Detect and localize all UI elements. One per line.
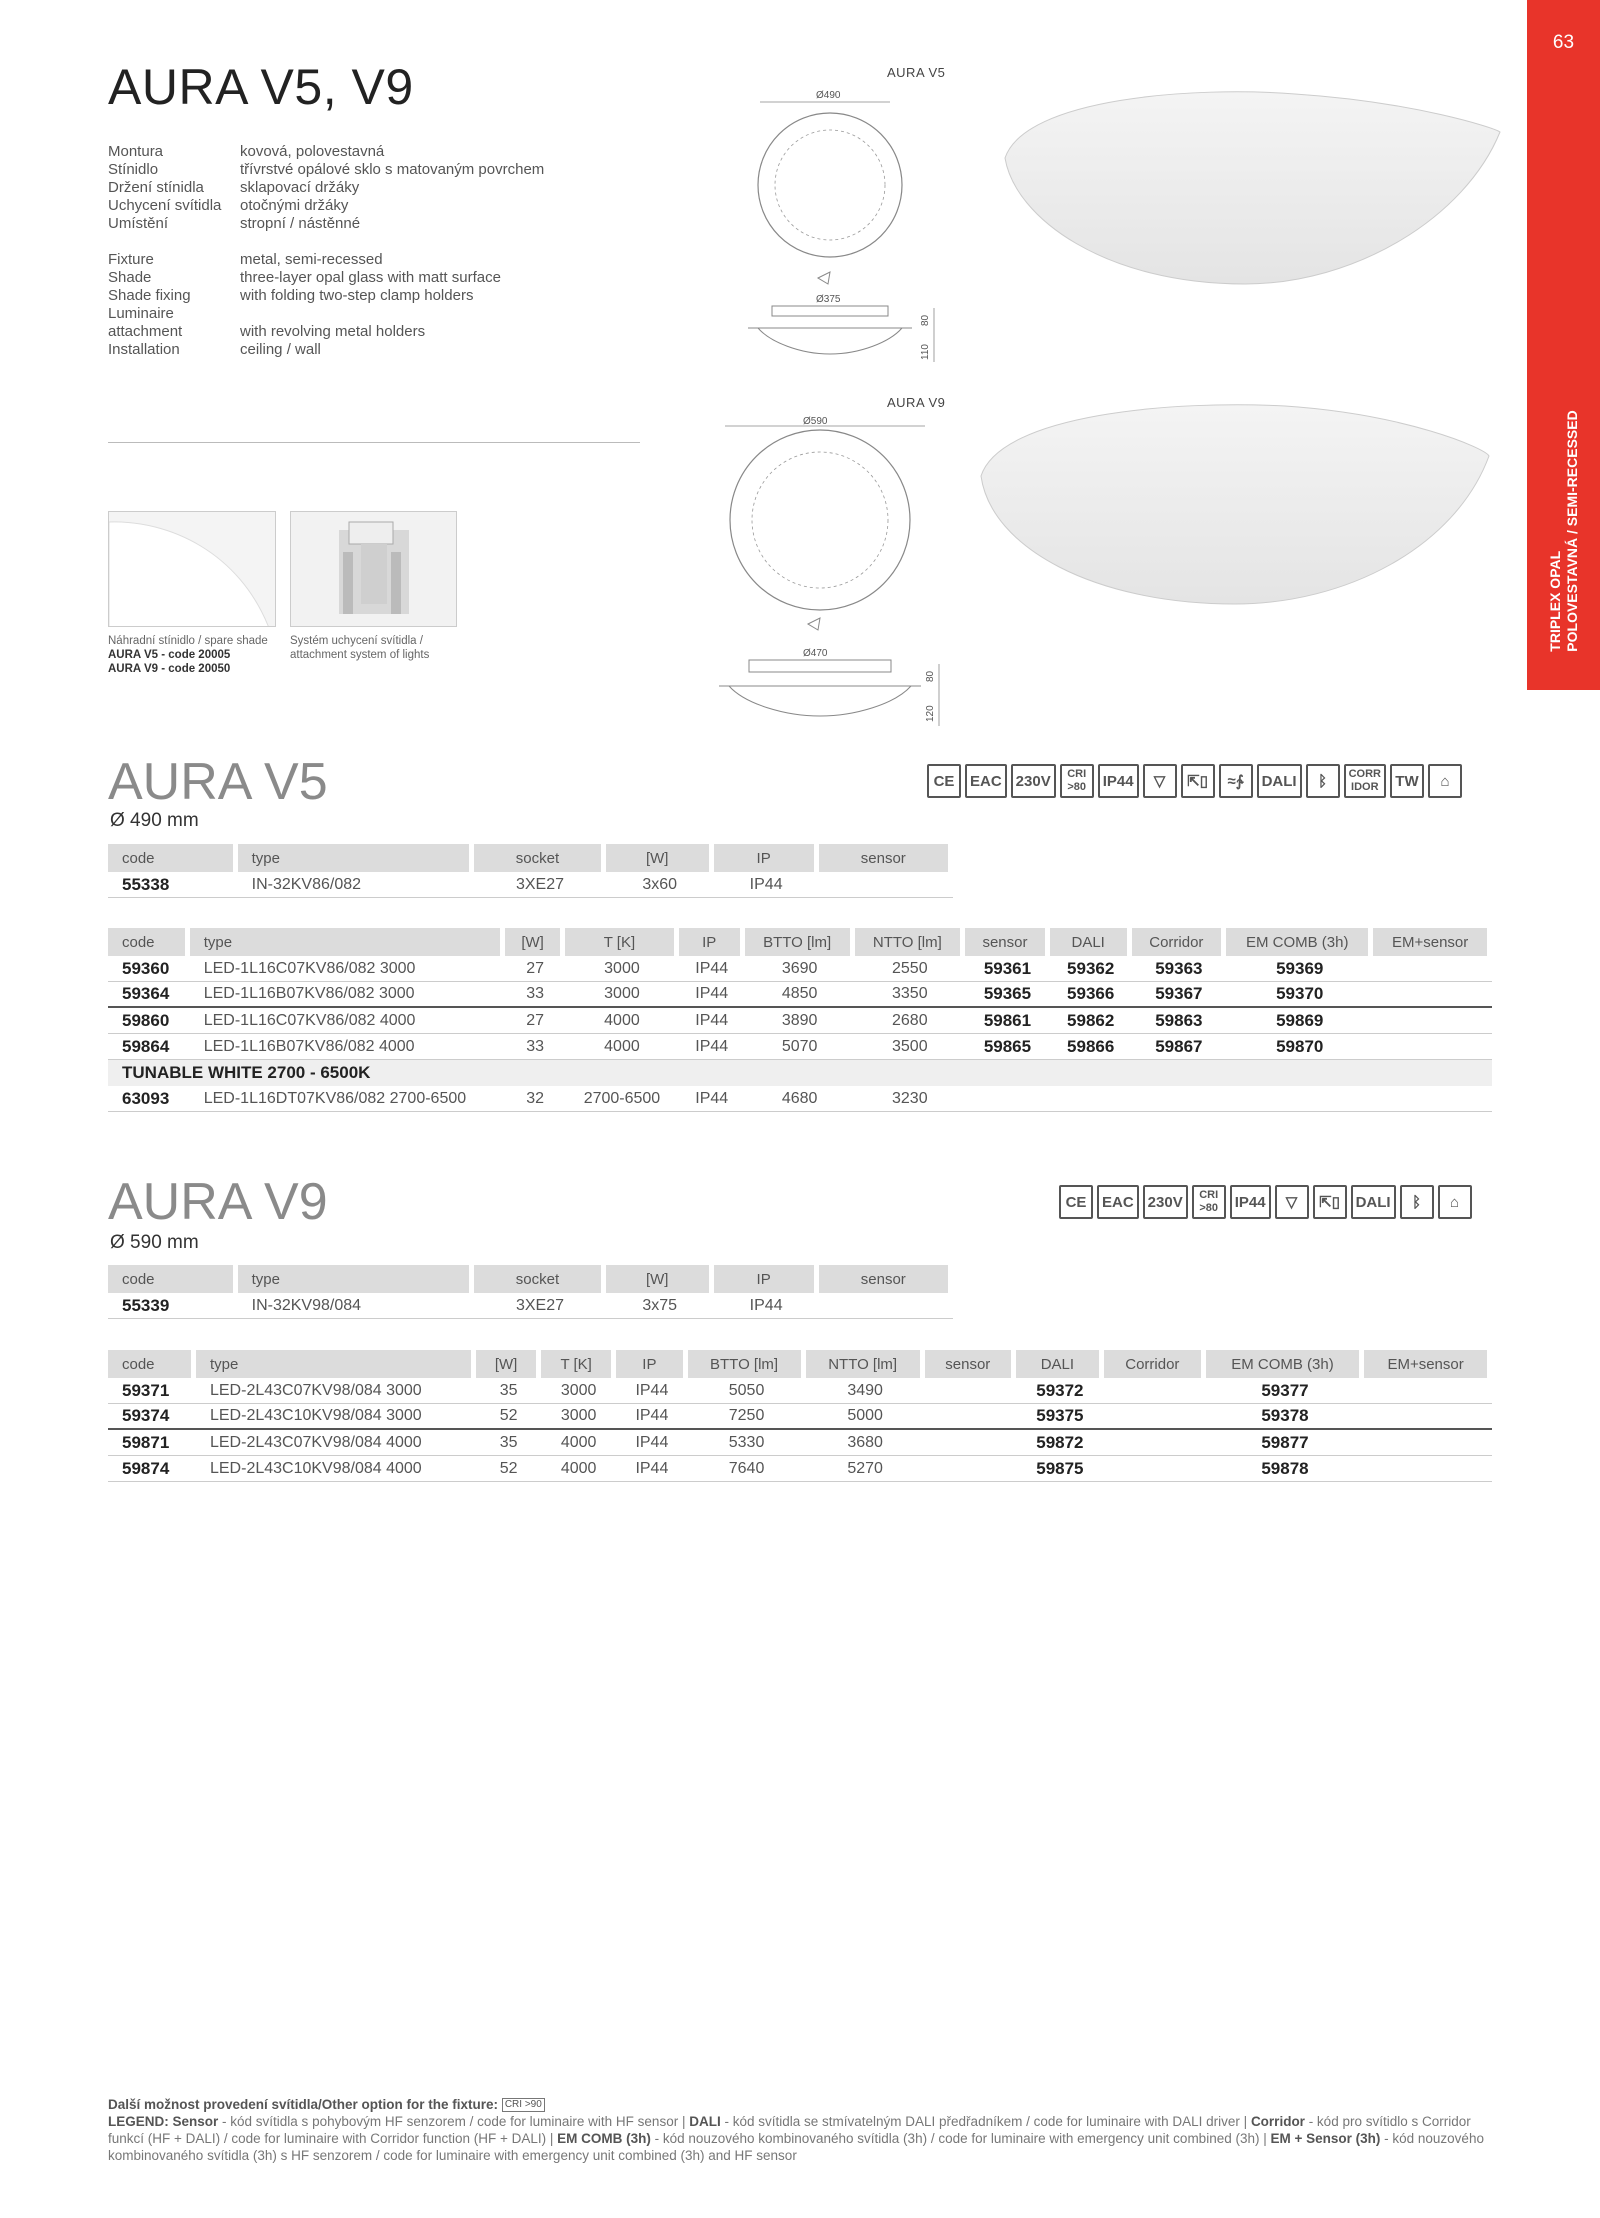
led-table-v5	[108, 928, 1492, 1112]
column-header: sensor	[925, 1350, 1016, 1378]
section-diameter-v5: Ø 490 mm	[110, 810, 199, 831]
column-header: type	[238, 844, 475, 872]
table-cell: 59872	[1016, 1430, 1104, 1456]
table-cell: 59364	[108, 982, 190, 1008]
attachment-caption-line-1: Systém uchycení svítidla /	[290, 635, 423, 647]
other-option-label: Další možnost provedení svítidla/Other option for the fixture:	[108, 2097, 499, 2112]
bt-icon: ᛒ	[1306, 764, 1340, 798]
column-header: DALI	[1050, 928, 1132, 956]
table-cell	[965, 1086, 1050, 1112]
spec-list-en	[108, 251, 501, 359]
table-cell	[1104, 1430, 1206, 1456]
ip44-icon: IP44	[1230, 1185, 1271, 1219]
drawing-label-v5: AURA V5	[887, 65, 946, 80]
table-row	[108, 1086, 1492, 1112]
cri-80-icon: CRI >80	[1060, 764, 1094, 798]
table-cell: 3XE27	[474, 1293, 605, 1319]
table-cell: 55338	[108, 872, 238, 898]
table-cell: 32	[505, 1086, 565, 1112]
table-cell: 3XE27	[474, 872, 605, 898]
ip44-icon: IP44	[1098, 764, 1139, 798]
column-header: BTTO [lm]	[745, 928, 855, 956]
table-cell: 3000	[565, 956, 678, 982]
table-cell: 3230	[855, 1086, 966, 1112]
table-cell: 3000	[565, 982, 678, 1008]
dim-height-v5: 110	[920, 344, 931, 360]
table-cell: 59863	[1132, 1008, 1227, 1034]
table-cell: 5070	[745, 1034, 855, 1060]
section-diameter-v9: Ø 590 mm	[110, 1232, 199, 1253]
dim-outer-v5: Ø490	[816, 90, 841, 101]
table-cell: 35	[476, 1378, 541, 1404]
dim-height2-v9: 80	[925, 670, 936, 682]
table-cell: 4000	[541, 1430, 616, 1456]
dali-icon: DALI	[1257, 764, 1302, 798]
table-cell: 3690	[745, 956, 855, 982]
table-row	[108, 1008, 1492, 1034]
table-cell: 4850	[745, 982, 855, 1008]
230v-icon: 230V	[1011, 764, 1056, 798]
dim-outer-v9: Ø590	[803, 416, 828, 427]
table-cell: 3x60	[606, 872, 714, 898]
spec-row	[108, 179, 544, 197]
column-header: sensor	[819, 844, 953, 872]
table-cell: 52	[476, 1404, 541, 1430]
dim-height-v9: 120	[925, 705, 936, 722]
table-cell: 59866	[1050, 1034, 1132, 1060]
table-cell	[925, 1378, 1016, 1404]
column-header: code	[108, 1265, 238, 1293]
table-cell: 3350	[855, 982, 966, 1008]
table-cell: 59367	[1132, 982, 1227, 1008]
table-cell: 59370	[1226, 982, 1373, 1008]
category-line-1: TRIPLEX OPAL	[1546, 550, 1563, 652]
table-cell: LED-1L16B07KV86/082 3000	[190, 982, 505, 1008]
category-tab	[1527, 372, 1600, 690]
spec-row	[108, 161, 544, 179]
table-cell: 59878	[1206, 1456, 1364, 1482]
column-header: [W]	[505, 928, 565, 956]
table-cell: 59378	[1206, 1404, 1364, 1430]
cri90-tag: CRI >90	[502, 2098, 545, 2112]
section-title-v5: AURA V5	[108, 753, 328, 811]
table-cell: LED-1L16DT07KV86/082 2700-6500	[190, 1086, 505, 1112]
table-cell: 59361	[965, 956, 1050, 982]
table-cell: 59369	[1226, 956, 1373, 982]
column-header: code	[108, 844, 238, 872]
spec-key: Shade fixing	[108, 287, 191, 304]
spec-row	[108, 197, 544, 215]
spare-shade-code-v5: AURA V5 - code 20005	[108, 649, 231, 661]
table-cell: 5270	[806, 1456, 925, 1482]
spare-shade-image	[108, 511, 276, 627]
column-header: IP	[616, 1350, 687, 1378]
socket-table-v9	[108, 1265, 953, 1319]
luminaire-photo-v9	[975, 398, 1495, 608]
table-cell: 5330	[688, 1430, 806, 1456]
table-cell: 59371	[108, 1378, 196, 1404]
column-header: [W]	[606, 844, 714, 872]
column-header: EM COMB (3h)	[1226, 928, 1373, 956]
table-cell: LED-2L43C07KV98/084 4000	[196, 1430, 476, 1456]
table-cell	[1373, 982, 1492, 1008]
table-cell: 59360	[108, 956, 190, 982]
dim-inner-v9: Ø470	[803, 648, 828, 659]
column-header: IP	[714, 844, 819, 872]
table-cell: 59377	[1206, 1378, 1364, 1404]
table-row	[108, 1034, 1492, 1060]
certification-icons-v5	[927, 764, 1462, 798]
spec-value: třívrstvé opálové sklo s matovaným povrchem	[240, 161, 545, 178]
table-cell: 27	[505, 1008, 565, 1034]
tunable-white-row	[108, 1060, 1492, 1086]
table-cell: LED-1L16C07KV86/082 4000	[190, 1008, 505, 1034]
table-cell: 3490	[806, 1378, 925, 1404]
socket-table-v5	[108, 844, 953, 898]
table-cell: 3000	[541, 1404, 616, 1430]
bt-icon: ᛒ	[1400, 1185, 1434, 1219]
table-cell: 33	[505, 1034, 565, 1060]
dali-icon: DALI	[1351, 1185, 1396, 1219]
table-cell: 59372	[1016, 1378, 1104, 1404]
attachment-system-image	[290, 511, 457, 627]
spec-value: sklapovací držáky	[240, 179, 360, 196]
table-cell: 59366	[1050, 982, 1132, 1008]
table-cell: 59864	[108, 1034, 190, 1060]
spec-key: attachment	[108, 323, 183, 340]
spec-row	[108, 251, 501, 269]
technical-drawing-v9	[715, 410, 965, 730]
table-row	[108, 956, 1492, 982]
table-cell: 59865	[965, 1034, 1050, 1060]
table-cell: 7250	[688, 1404, 806, 1430]
column-header: sensor	[965, 928, 1050, 956]
column-header: NTTO [lm]	[806, 1350, 925, 1378]
column-header: BTTO [lm]	[688, 1350, 806, 1378]
table-cell: 59375	[1016, 1404, 1104, 1430]
table-cell: 59363	[1132, 956, 1227, 982]
table-cell	[1364, 1378, 1492, 1404]
ce-icon: CE	[1059, 1185, 1093, 1219]
column-header: [W]	[476, 1350, 541, 1378]
table-cell: 4000	[565, 1034, 678, 1060]
spec-key: Umístění	[108, 215, 169, 232]
table-cell: 59860	[108, 1008, 190, 1034]
legend-dali: - kód svítidla se stmívatelným DALI předřadníkem / code for luminaire with DALI driver |	[720, 2114, 1251, 2129]
table-cell: 2550	[855, 956, 966, 982]
spec-value: otočnými držáky	[240, 197, 349, 214]
table-cell: 59867	[1132, 1034, 1227, 1060]
table-cell: 3000	[541, 1378, 616, 1404]
column-header: T [K]	[541, 1350, 616, 1378]
column-header: Corridor	[1132, 928, 1227, 956]
column-header: EM+sensor	[1364, 1350, 1492, 1378]
table-cell: 7640	[688, 1456, 806, 1482]
spec-row	[108, 215, 544, 233]
spec-value: metal, semi-recessed	[240, 251, 383, 268]
app-icon: ⌂	[1438, 1185, 1472, 1219]
table-cell: LED-2L43C10KV98/084 3000	[196, 1404, 476, 1430]
column-header: code	[108, 928, 190, 956]
spec-value: with revolving metal holders	[240, 323, 426, 340]
legend-text	[108, 2113, 1492, 2164]
spec-row	[108, 287, 501, 305]
cri-80-icon: CRI >80	[1192, 1185, 1226, 1219]
eac-icon: EAC	[965, 764, 1007, 798]
table-cell: IP44	[679, 1086, 745, 1112]
table-cell: 35	[476, 1430, 541, 1456]
column-header: EM COMB (3h)	[1206, 1350, 1364, 1378]
page-title: AURA V5, V9	[108, 59, 414, 115]
spec-key: Montura	[108, 143, 164, 160]
column-header: EM+sensor	[1373, 928, 1492, 956]
spec-row	[108, 305, 501, 323]
table-cell: 3500	[855, 1034, 966, 1060]
table-row	[108, 1293, 953, 1319]
spec-key: Shade	[108, 269, 152, 286]
table-cell: 59871	[108, 1430, 196, 1456]
spec-key: Luminaire	[108, 305, 174, 322]
eac-icon: EAC	[1097, 1185, 1139, 1219]
table-cell: 63093	[108, 1086, 190, 1112]
column-header: sensor	[819, 1265, 953, 1293]
table-cell: IN-32KV86/082	[238, 872, 475, 898]
table-cell: IN-32KV98/084	[238, 1293, 475, 1319]
dim-height2-v5: 80	[920, 314, 931, 326]
table-cell: 5050	[688, 1378, 806, 1404]
column-header: socket	[474, 1265, 605, 1293]
spec-key: Stínidlo	[108, 161, 159, 178]
legend-emcomb: - kód nouzového kombinovaného svítidla (3h) / code for luminaire with emergency unit combined (3h) |	[650, 2131, 1271, 2146]
spec-value: with folding two-step clamp holders	[240, 287, 474, 304]
table-cell: IP44	[616, 1430, 687, 1456]
table-cell: 4680	[745, 1086, 855, 1112]
spec-row	[108, 323, 501, 341]
table-cell	[1373, 1008, 1492, 1034]
spec-key: Držení stínidla	[108, 179, 204, 196]
table-cell: IP44	[714, 1293, 819, 1319]
exit-icon: ⇱▯	[1181, 764, 1215, 798]
page-number: 63	[1552, 32, 1575, 53]
spec-key: Uchycení svítidla	[108, 197, 222, 214]
app-icon: ⌂	[1428, 764, 1462, 798]
table-cell	[1373, 1034, 1492, 1060]
column-header: code	[108, 1350, 196, 1378]
column-header: [W]	[606, 1265, 714, 1293]
tunable-white-label: TUNABLE WHITE 2700 - 6500K	[108, 1060, 1492, 1086]
table-cell: 33	[505, 982, 565, 1008]
spare-shade-caption-line: Náhradní stínidlo / spare shade	[108, 635, 268, 647]
table-cell: 3x75	[606, 1293, 714, 1319]
table-cell: IP44	[616, 1456, 687, 1482]
table-cell: 59861	[965, 1008, 1050, 1034]
table-cell: 59870	[1226, 1034, 1373, 1060]
spec-value: ceiling / wall	[240, 341, 321, 358]
spare-shade-code-v9: AURA V9 - code 20050	[108, 663, 231, 675]
spec-key: Fixture	[108, 251, 154, 268]
attachment-caption	[290, 634, 429, 662]
table-cell	[925, 1404, 1016, 1430]
table-cell: 3680	[806, 1430, 925, 1456]
spec-value: three-layer opal glass with matt surface	[240, 269, 501, 286]
table-cell: IP44	[679, 982, 745, 1008]
table-cell	[1364, 1404, 1492, 1430]
table-cell: IP44	[679, 1008, 745, 1034]
table-cell: IP44	[616, 1404, 687, 1430]
table-row	[108, 1430, 1492, 1456]
spec-row	[108, 341, 501, 359]
column-header: DALI	[1016, 1350, 1104, 1378]
legend-footer	[108, 2096, 1492, 2164]
table-cell	[1364, 1430, 1492, 1456]
legend-emcomb-label: EM COMB (3h)	[557, 2131, 651, 2146]
table-cell	[925, 1456, 1016, 1482]
certification-icons-v9	[1059, 1185, 1472, 1219]
f-icon: ▽	[1275, 1185, 1309, 1219]
table-cell: LED-1L16B07KV86/082 4000	[190, 1034, 505, 1060]
column-header: type	[238, 1265, 475, 1293]
column-header: socket	[474, 844, 605, 872]
table-cell	[1050, 1086, 1132, 1112]
table-cell: 59365	[965, 982, 1050, 1008]
table-row	[108, 1378, 1492, 1404]
table-cell: IP44	[616, 1378, 687, 1404]
table-cell	[1373, 1086, 1492, 1112]
table-cell: 4000	[541, 1456, 616, 1482]
table-cell	[1373, 956, 1492, 982]
legend-corridor: - kód pro svítidlo s Corridor funkcí (HF + DALI) / code for luminaire with Corridor function (HF + DALI) |	[108, 2114, 1471, 2146]
table-cell: 59862	[1050, 1008, 1132, 1034]
column-header: Corridor	[1104, 1350, 1206, 1378]
legend-label: LEGEND: Sensor	[108, 2114, 219, 2129]
table-row	[108, 872, 953, 898]
table-cell: 59374	[108, 1404, 196, 1430]
led-table-v9	[108, 1350, 1492, 1482]
table-cell: 27	[505, 956, 565, 982]
table-cell	[1226, 1086, 1373, 1112]
table-cell: IP44	[679, 1034, 745, 1060]
table-cell: 52	[476, 1456, 541, 1482]
column-header: T [K]	[565, 928, 678, 956]
table-cell: 4000	[565, 1008, 678, 1034]
drawing-label-v9: AURA V9	[887, 395, 946, 410]
column-header: IP	[679, 928, 745, 956]
table-cell: LED-2L43C10KV98/084 4000	[196, 1456, 476, 1482]
table-cell: 5000	[806, 1404, 925, 1430]
ce-icon: CE	[927, 764, 961, 798]
table-row	[108, 982, 1492, 1008]
column-header: type	[196, 1350, 476, 1378]
230v-icon: 230V	[1143, 1185, 1188, 1219]
table-cell	[1104, 1456, 1206, 1482]
table-cell	[1104, 1404, 1206, 1430]
table-cell	[819, 872, 953, 898]
table-cell: 59362	[1050, 956, 1132, 982]
table-cell: 59875	[1016, 1456, 1104, 1482]
category-label	[1547, 410, 1581, 651]
spare-shade-caption	[108, 634, 268, 676]
table-cell: IP44	[714, 872, 819, 898]
table-cell: 59869	[1226, 1008, 1373, 1034]
table-cell: 3890	[745, 1008, 855, 1034]
table-cell: 59877	[1206, 1430, 1364, 1456]
table-cell: LED-2L43C07KV98/084 3000	[196, 1378, 476, 1404]
tw-icon: TW	[1390, 764, 1424, 798]
table-row	[108, 1456, 1492, 1482]
table-cell	[925, 1430, 1016, 1456]
table-cell: 2680	[855, 1008, 966, 1034]
legend-emsensor: - kód nouzového kombinovaného svítidla (3h) s HF senzorem / code for luminaire with emergency unit combined (3h) and HF sensor	[108, 2131, 1484, 2163]
dim-inner-v5: Ø375	[816, 294, 841, 305]
divider	[108, 442, 640, 443]
table-cell: LED-1L16C07KV86/082 3000	[190, 956, 505, 982]
corr-idor-icon: CORR IDOR	[1344, 764, 1386, 798]
table-cell	[819, 1293, 953, 1319]
column-header: NTTO [lm]	[855, 928, 966, 956]
attachment-caption-line-2: attachment system of lights	[290, 649, 430, 661]
spec-value: kovová, polovestavná	[240, 143, 385, 160]
technical-drawing-v5	[720, 80, 960, 370]
spec-value: stropní / nástěnné	[240, 215, 361, 232]
legend-corridor-label: Corridor	[1250, 2114, 1305, 2129]
category-line-2: POLOVESTAVNÁ / SEMI-RECESSED	[1563, 410, 1580, 652]
section-title-v9: AURA V9	[108, 1173, 328, 1231]
table-cell	[1104, 1378, 1206, 1404]
table-cell	[1132, 1086, 1227, 1112]
legend-sensor: - kód svítidla s pohybovým HF senzorem / code for luminaire with HF sensor |	[218, 2114, 690, 2129]
luminaire-photo-v5	[995, 88, 1505, 288]
column-header: type	[190, 928, 505, 956]
table-cell: 59874	[108, 1456, 196, 1482]
spec-key: Installation	[108, 341, 180, 358]
table-cell	[1364, 1456, 1492, 1482]
exit-icon: ⇱▯	[1313, 1185, 1347, 1219]
spec-row	[108, 269, 501, 287]
f-icon: ▽	[1143, 764, 1177, 798]
legend-dali-label: DALI	[689, 2114, 721, 2129]
table-cell: 2700-6500	[565, 1086, 678, 1112]
table-cell: IP44	[679, 956, 745, 982]
column-header: IP	[714, 1265, 819, 1293]
table-cell: 55339	[108, 1293, 238, 1319]
spec-row	[108, 143, 544, 161]
table-row	[108, 1404, 1492, 1430]
legend-emsensor-label: EM + Sensor (3h)	[1270, 2131, 1381, 2146]
spec-list-cz	[108, 143, 544, 233]
hf-icon: ≈∱	[1219, 764, 1253, 798]
